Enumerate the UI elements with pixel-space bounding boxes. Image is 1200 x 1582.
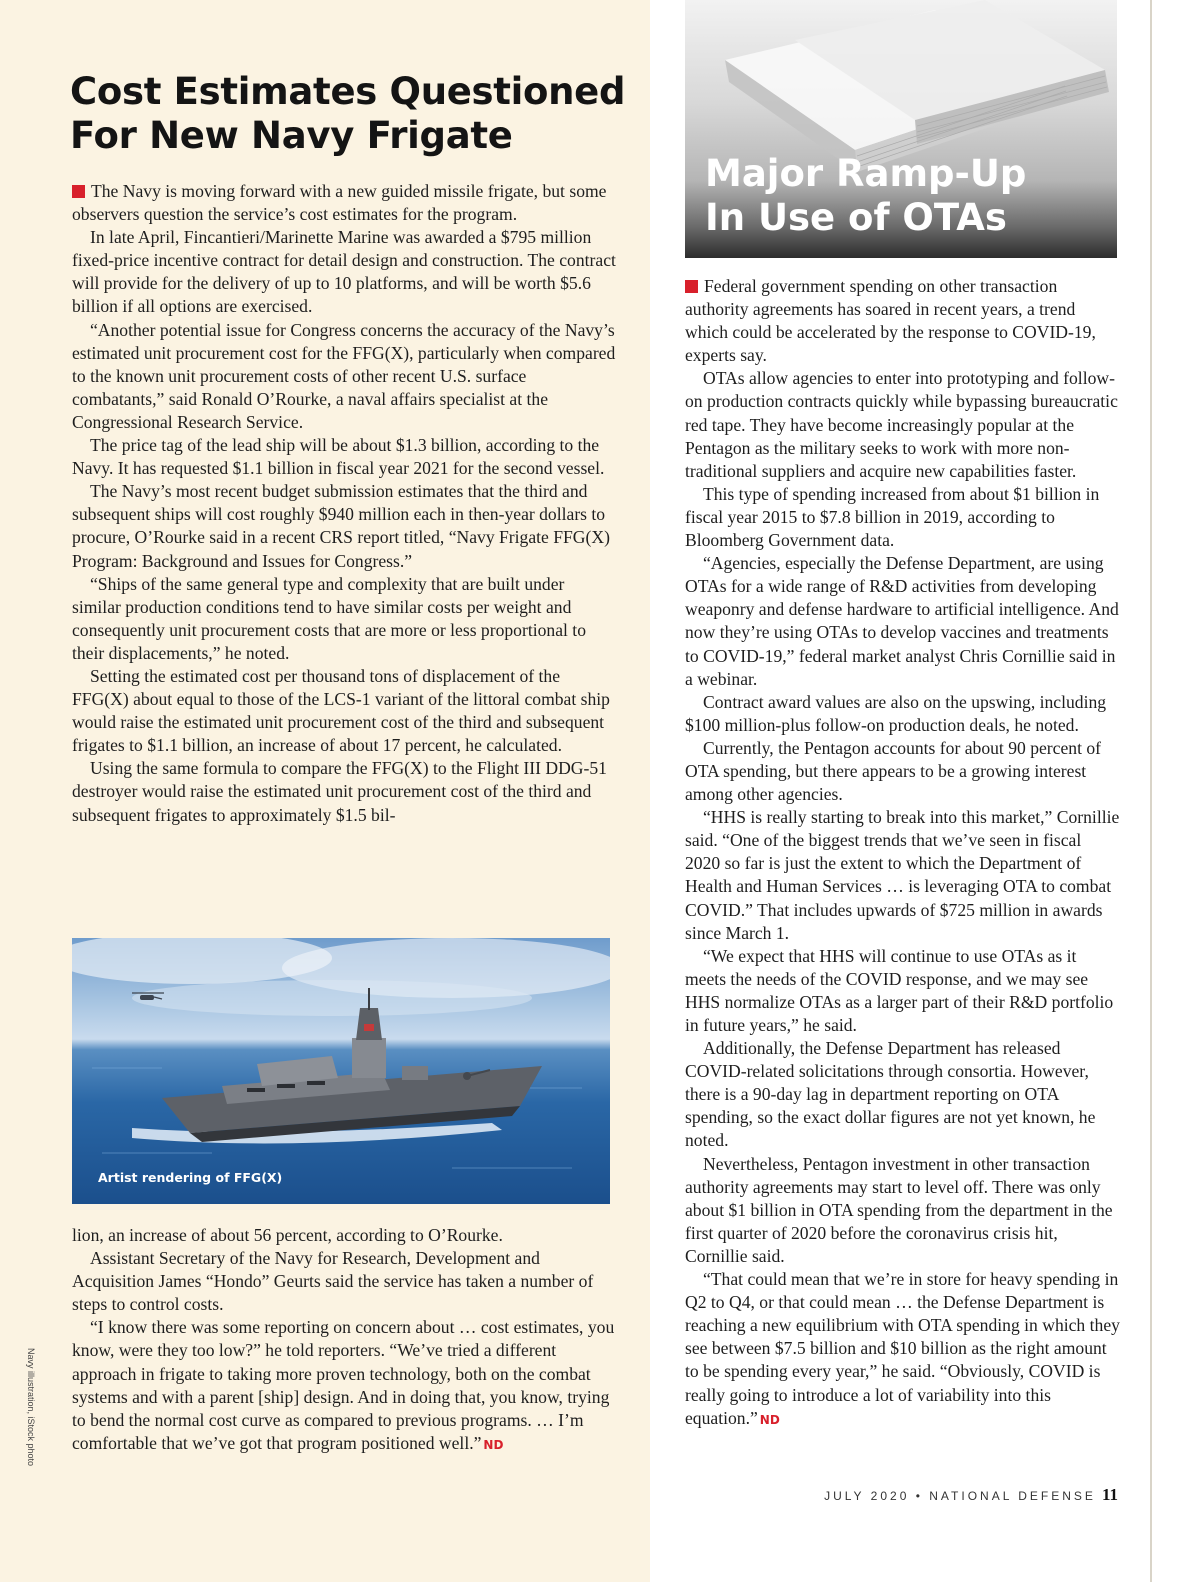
end-mark: ND <box>759 1412 780 1427</box>
headline-line-2: In Use of OTAs <box>705 196 1007 239</box>
paragraph: OTAs allow agencies to enter into prototyping and follow-on production contracts quickly while bypassing bureaucratic red tape. They have become increasingly popular at the Pentagon as the military seeks to work with more non-traditional suppliers and acquire new capabilities faster. <box>685 368 1118 481</box>
paragraph: In late April, Fincantieri/Marinette Marine was awarded a $795 million fixed-price incentive contract for detail design and construction. The contract will provide for the delivery of up to 10 platforms, and will be worth $5.6 billion if all options are exercised. <box>72 227 616 317</box>
paragraph: Assistant Secretary of the Navy for Research, Development and Acquisition James “Hondo” Geurts said the service has taken a number of steps to control costs. <box>72 1248 594 1315</box>
right-article-headline <box>705 152 1026 240</box>
red-square-icon <box>685 280 698 293</box>
headline-line-1: Major Ramp-Up <box>705 152 1027 195</box>
paragraph: Contract award values are also on the upswing, including $100 million-plus follow-on production deals, he noted. <box>685 691 1107 735</box>
paragraph: “Ships of the same general type and complexity that are built under similar production conditions tend to have similar costs per weight and consequently unit procurement costs that are more or less proportional to their displacements,” he noted. <box>72 573 586 663</box>
paragraph: “Another potential issue for Congress concerns the accuracy of the Navy’s estimated unit procurement cost for the FFG(X), particularly when compared to the known unit procurement costs of other recent U.S. surface combatants,” said Ronald O’Rourke, a naval affairs specialist at the Congressional Research Service. <box>72 319 616 432</box>
paragraph: Nevertheless, Pentagon investment in other transaction authority agreements may start to level off. There was only about $1 billion in OTA spending from the department in the first quarter of 2020 before the coronavirus crisis hit, Cornillie said. <box>685 1153 1113 1266</box>
paragraph: The Navy’s most recent budget submission estimates that the third and subsequent ships will cost roughly $940 million each in then-year dollars to procure, O’Rourke said in a recent CRS report titled, “Navy Frigate FFG(X) Program: Background and Issues for Congress.” <box>72 481 610 571</box>
paragraph: Additionally, the Defense Department has released COVID-related solicitations through consortia. However, there is a 90-day lag in department reporting on OTA spending, so the exact dollar figures are not yet known, he noted. <box>685 1038 1096 1151</box>
end-mark: ND <box>483 1437 504 1452</box>
left-article-body-top <box>72 180 617 827</box>
paragraph: “That could mean that we’re in store for heavy spending in Q2 to Q4, or that could mean … the Defense Department is reaching a new equilibrium with OTA spending in which they see between $7.5 billion and $10 billion as the right amount to be spending every year,” he said. “Obviously, COVID is really going to introduce a lot of variability into this equation.” ND <box>685 1269 1120 1428</box>
right-article-body <box>685 275 1120 1432</box>
left-article-headline <box>70 70 630 158</box>
red-square-icon <box>72 185 85 198</box>
photo-caption: Artist rendering of FFG(X) <box>98 1170 283 1185</box>
paragraph: lion, an increase of about 56 percent, according to O’Rourke. <box>72 1225 503 1245</box>
paragraph: The price tag of the lead ship will be about $1.3 billion, according to the Navy. It has requested $1.1 billion in fiscal year 2021 for the second vessel. <box>72 435 605 479</box>
paragraph: “HHS is really starting to break into this market,” Cornillie said. “One of the biggest trends that we’ve seen in fiscal 2020 so far is just the extent to which the Department of Health and Human Services … is leveraging OTA to combat COVID.” That includes upwards of $725 million in awards since March 1. <box>685 807 1120 943</box>
paragraph: Setting the estimated cost per thousand tons of displacement of the FFG(X) about equal to those of the LCS-1 variant of the littoral combat ship would raise the estimated unit procurement cost of the third and subsequent frigates to $1.1 billion, an increase of about 17 percent, he calculated. <box>72 665 610 756</box>
page-edge-rule <box>1150 0 1152 1582</box>
left-article-body-bottom <box>72 1224 617 1457</box>
paper-stack-photo <box>685 0 1117 258</box>
paragraph: “I know there was some reporting on concern about … cost estimates, you know, were they too low?” he told reporters. “We’ve tried a different approach in frigate to taking more proven technology, both on the combat systems and with a parent [ship] design. And in doing that, you know, trying to bend the normal cost curve as compared to previous programs. … I’m comfortable that we’ve got that program positioned well.” ND <box>72 1317 615 1453</box>
footer-issue: JULY 2020 • NATIONAL DEFENSE <box>824 1489 1096 1503</box>
page-footer <box>824 1485 1118 1505</box>
paragraph: Federal government spending on other transaction authority agreements has soared in recent years, a trend which could be accelerated by the response to COVID-19, experts say. <box>685 276 1096 366</box>
headline-line-2: For New Navy Frigate <box>70 114 513 157</box>
frigate-illustration <box>72 938 610 1204</box>
paragraph: This type of spending increased from about $1 billion in fiscal year 2015 to $7.8 billion in 2019, according to Bloomberg Government data. <box>685 483 1100 551</box>
frigate-rendering-photo <box>72 938 610 1204</box>
headline-line-1: Cost Estimates Questioned <box>70 70 626 113</box>
page-number: 11 <box>1101 1485 1118 1504</box>
photo-credit: Navy illustration, iStock photo <box>26 1348 36 1467</box>
paragraph: The Navy is moving forward with a new guided missile frigate, but some observers question the service’s cost estimates for the program. <box>72 181 607 225</box>
paragraph: “We expect that HHS will continue to use OTAs as it meets the needs of the COVID response, and we may see HHS normalize OTAs as a larger part of their R&D portfolio in future years,” he said. <box>685 945 1114 1035</box>
paragraph: Using the same formula to compare the FFG(X) to the Flight III DDG-51 destroyer would raise the estimated unit procurement cost of the third and subsequent frigates to approximately $1.5 bil- <box>72 758 607 825</box>
paragraph: Currently, the Pentagon accounts for about 90 percent of OTA spending, but there appears to be a growing interest among other agencies. <box>685 737 1102 805</box>
paragraph: “Agencies, especially the Defense Department, are using OTAs for a wide range of R&D activities from developing weaponry and defense hardware to artificial intelligence. And now they’re using OTAs to develop vaccines and treatments to COVID-19,” federal market analyst Chris Cornillie said in a webinar. <box>685 553 1119 689</box>
